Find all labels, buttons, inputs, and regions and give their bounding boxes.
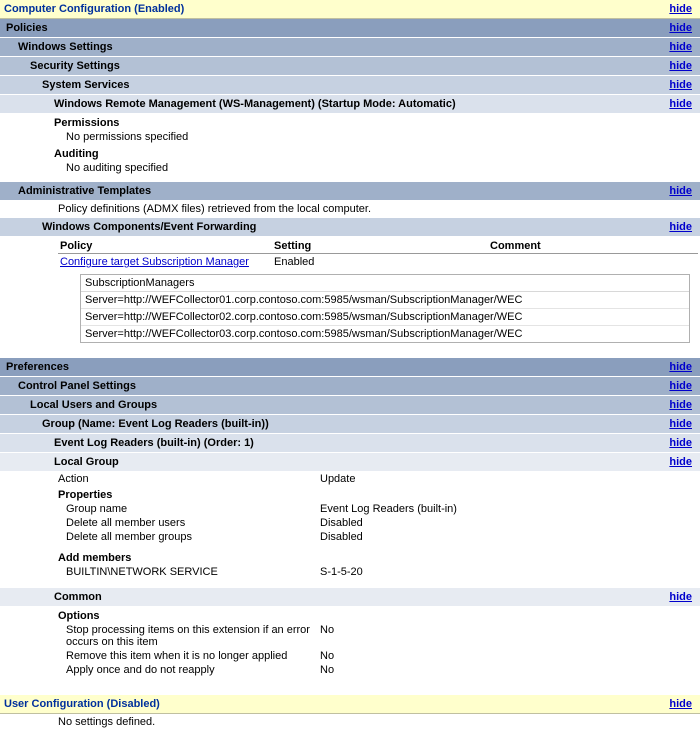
policy-table — [58, 239, 698, 270]
property-value: Disabled — [320, 517, 363, 529]
section-title: Local Users and Groups — [30, 399, 158, 411]
section-common[interactable] — [0, 588, 700, 607]
option-value: No — [320, 664, 335, 676]
subscription-entry: Server=http://WEFCollector01.corp.contoso.com:5985/wsman/SubscriptionManager/WEC — [81, 292, 689, 309]
section-title: User Configuration (Disabled) — [4, 698, 160, 710]
property-row — [0, 516, 700, 530]
action-label: Action — [58, 473, 89, 485]
section-title: Windows Remote Management (WS-Management) (Startup Mode: Automatic) — [54, 98, 456, 110]
section-security-settings[interactable] — [0, 57, 700, 76]
section-title: Windows Settings — [18, 41, 113, 53]
permissions-value: No permissions specified — [66, 131, 189, 143]
property-row — [0, 530, 700, 544]
subscription-entry: Server=http://WEFCollector03.corp.contoso.com:5985/wsman/SubscriptionManager/WEC — [85, 328, 523, 340]
option-row — [0, 649, 700, 663]
section-title: Group (Name: Event Log Readers (built-in)) — [42, 418, 269, 430]
subscription-managers-header: SubscriptionManagers — [81, 275, 689, 292]
hide-link[interactable]: hide — [669, 456, 692, 468]
section-title: Control Panel Settings — [18, 380, 136, 392]
event-forwarding-body — [0, 239, 700, 358]
section-group[interactable] — [0, 415, 700, 434]
hide-link[interactable]: hide — [669, 221, 692, 233]
option-row — [0, 663, 700, 677]
section-title: Event Log Readers (built-in) (Order: 1) — [54, 437, 254, 449]
column-header-setting: Setting — [272, 239, 488, 254]
hide-link[interactable]: hide — [669, 591, 692, 603]
hide-link[interactable]: hide — [669, 22, 692, 34]
properties-label: Properties — [58, 489, 113, 501]
hide-link[interactable]: hide — [669, 437, 692, 449]
subscription-managers-box — [80, 274, 690, 343]
hide-link[interactable]: hide — [669, 185, 692, 197]
section-windows-settings[interactable] — [0, 38, 700, 57]
policy-comment — [488, 254, 698, 271]
table-header-row — [58, 239, 698, 254]
section-control-panel-settings[interactable] — [0, 377, 700, 396]
add-members-label: Add members — [58, 552, 132, 564]
action-value: Update — [320, 473, 356, 485]
section-local-group[interactable] — [0, 453, 700, 472]
section-title: Security Settings — [30, 60, 120, 72]
option-name: Stop processing items on this extension if an error occurs on this item — [66, 624, 310, 648]
spacer — [0, 349, 700, 358]
spacer — [0, 579, 700, 588]
hide-link[interactable]: hide — [669, 79, 692, 91]
property-row — [0, 502, 700, 516]
member-row — [0, 565, 700, 579]
auditing-value: No auditing specified — [66, 162, 169, 174]
section-local-users-and-groups[interactable] — [0, 396, 700, 415]
hide-link[interactable]: hide — [669, 399, 692, 411]
hide-link[interactable]: hide — [669, 698, 692, 710]
section-event-forwarding[interactable] — [0, 218, 700, 237]
action-row — [0, 472, 700, 486]
section-title: Preferences — [6, 361, 69, 373]
section-winrm-service[interactable] — [0, 95, 700, 114]
spacer — [0, 677, 700, 686]
policy-link[interactable] — [58, 254, 272, 271]
local-group-body — [0, 472, 700, 588]
option-name: Remove this item when it is no longer applied — [66, 650, 288, 662]
permissions-label: Permissions — [54, 117, 120, 129]
section-title: Computer Configuration (Enabled) — [4, 3, 185, 15]
user-configuration-body — [0, 714, 700, 731]
property-value: Event Log Readers (built-in) — [320, 503, 457, 515]
hide-link[interactable]: hide — [669, 3, 692, 15]
spacer — [0, 686, 700, 695]
section-user-configuration[interactable] — [0, 695, 700, 714]
winrm-service-body — [0, 114, 700, 182]
option-value: No — [320, 624, 335, 636]
property-name: Group name — [66, 503, 128, 515]
section-title: Local Group — [54, 456, 119, 468]
common-body — [0, 607, 700, 695]
member-name: BUILTIN\NETWORK SERVICE — [66, 566, 218, 578]
table-row — [58, 254, 698, 271]
section-administrative-templates[interactable] — [0, 182, 700, 201]
section-computer-configuration[interactable] — [0, 0, 700, 19]
policy-name[interactable]: Configure target Subscription Manager — [60, 256, 249, 268]
section-title: Administrative Templates — [18, 185, 152, 197]
auditing-label: Auditing — [54, 148, 99, 160]
property-name: Delete all member users — [66, 517, 186, 529]
policy-setting: Enabled — [274, 256, 315, 268]
property-name: Delete all member groups — [66, 531, 192, 543]
hide-link[interactable]: hide — [669, 41, 692, 53]
option-value: No — [320, 650, 335, 662]
property-value: Disabled — [320, 531, 363, 543]
section-title: Windows Components/Event Forwarding — [42, 221, 257, 233]
member-value: S-1-5-20 — [320, 566, 363, 578]
section-title: System Services — [42, 79, 130, 91]
hide-link[interactable]: hide — [669, 418, 692, 430]
admx-note: Policy definitions (ADMX files) retrieved from the local computer. — [58, 203, 372, 215]
option-row — [0, 623, 700, 649]
hide-link[interactable]: hide — [669, 361, 692, 373]
section-group-order[interactable] — [0, 434, 700, 453]
subscription-entry: Server=http://WEFCollector02.corp.contoso.com:5985/wsman/SubscriptionManager/WEC — [81, 309, 689, 326]
options-label: Options — [58, 610, 100, 622]
column-header-policy: Policy — [58, 239, 272, 254]
hide-link[interactable]: hide — [669, 60, 692, 72]
hide-link[interactable]: hide — [669, 98, 692, 110]
user-configuration-note: No settings defined. — [58, 716, 156, 728]
section-system-services[interactable] — [0, 76, 700, 95]
section-policies[interactable] — [0, 19, 700, 38]
admx-note-body — [0, 201, 700, 218]
section-title: Policies — [6, 22, 48, 34]
section-preferences[interactable] — [0, 358, 700, 377]
column-header-comment: Comment — [488, 239, 698, 254]
section-title: Common — [54, 591, 102, 603]
hide-link[interactable]: hide — [669, 380, 692, 392]
option-name: Apply once and do not reapply — [66, 664, 215, 676]
